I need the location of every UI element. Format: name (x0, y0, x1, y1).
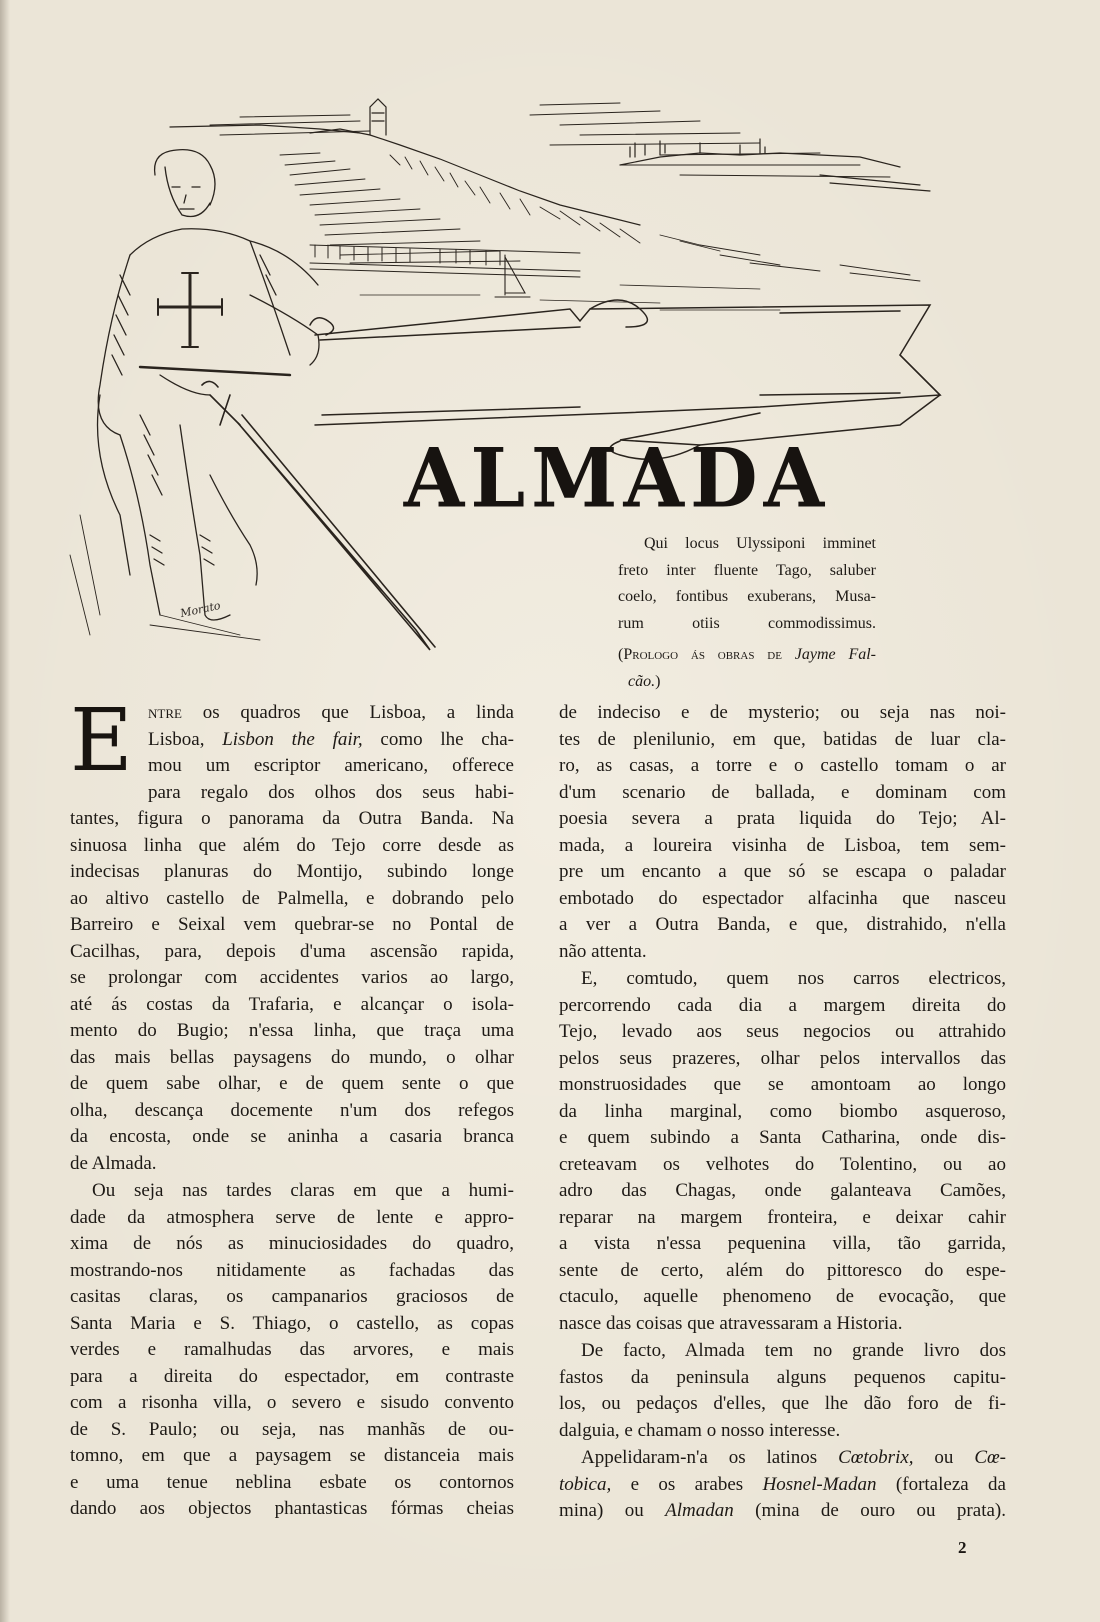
text-line (70, 727, 514, 754)
text-line: poesia severa a prata liquida do Tejo; Al- (559, 808, 1006, 829)
text-line (559, 1498, 1006, 1525)
text-line: mada, a loureira visinha de Lisboa, tem sem- (559, 834, 1006, 856)
text-line: não attenta. (559, 940, 647, 962)
text-line: mento do Bugio; n'essa linha, que traça uma (70, 1020, 514, 1041)
epigraph-source-author-end: cão. (628, 672, 656, 690)
waterfront-houses (310, 245, 580, 277)
lead-word: ntre (148, 702, 182, 723)
text-line: a vista n'essa pequenina villa, tão garrida, (559, 1233, 1006, 1254)
text-fragment: mina) ou (559, 1500, 666, 1521)
text-line: olha, descança docemente n'um dos refegos (70, 1099, 514, 1121)
text-line: pelos seus prazeres, olhar pelos intervallos das (559, 1047, 1006, 1069)
text-line: de quem sabe olhar, e de quem sente o que (70, 1073, 514, 1094)
knight-figure (98, 150, 320, 620)
text-line: de indeciso e de mysterio; ou seja nas noi- (559, 702, 1006, 723)
text-line (70, 700, 514, 727)
italic-phrase: tobica, (559, 1473, 612, 1495)
text-line: d'um scenario de ballada, e dominam com (559, 781, 1006, 803)
epigraph-source-author: Jayme Fal- (794, 646, 876, 663)
text-line: pre um encanto a que só se escapa o paladar (559, 861, 1006, 882)
left-column (70, 691, 514, 1523)
epigraph (618, 531, 876, 695)
text-line: los, ou pedaços d'elles, que lhe dão foro de fi- (559, 1393, 1006, 1414)
artist-signature: Morato (179, 598, 222, 621)
text-fragment: (fortaleza da (876, 1473, 1006, 1495)
text-line: mou um escriptor americano, offerece (148, 755, 514, 776)
text-line: Ou seja nas tardes claras em que a humi- (92, 1180, 514, 1201)
text-fragment: Lisboa, (148, 728, 223, 750)
text-line: ao altivo castello de Palmella, e dobrando pelo (70, 887, 514, 909)
epigraph-line: freto inter fluente Tago, saluber (618, 561, 876, 579)
text-line: Tejo, levado aos seus negocios ou attrahido (559, 1021, 1006, 1042)
text-line: ctaculo, aquelle phenomeno de evocação, que (559, 1286, 1006, 1307)
text-line: até ás costas da Trafaria, e alcançar o isola- (70, 993, 514, 1015)
text-line: para regalo dos olhos dos seus habi- (148, 781, 514, 803)
text-line: E, comtudo, quem nos carros electricos, (581, 968, 1006, 989)
right-column (559, 700, 1006, 1525)
text-line: de S. Paulo; ou seja, nas manhãs de ou- (70, 1418, 514, 1440)
text-line: para a direita do espectador, em contraste (70, 1365, 514, 1387)
text-line: sinuosa linha que além do Tejo corre desde as (70, 834, 514, 856)
text-line: dalguia, e chamam o nosso interesse. (559, 1419, 841, 1441)
text-line: casitas claras, os campanarios graciosos de (70, 1286, 514, 1307)
text-line: Santa Maria e S. Thiago, o castello, as copas (70, 1312, 514, 1334)
text-fragment: ou (913, 1447, 975, 1468)
italic-phrase: Cœ- (974, 1447, 1006, 1468)
text-line: Cacilhas, para, depois d'uma ascensão rapida, (70, 940, 514, 962)
text-line: ro, as casas, a torre e o castello tomam o ar (559, 755, 1006, 776)
text-line: verdes e ramalhudas das arvores, e mais (70, 1339, 514, 1360)
page-number: 2 (958, 1538, 967, 1557)
epigraph-line: coelo, fontibus exuberans, Musa- (618, 588, 876, 605)
italic-phrase: Lisbon the fair, (222, 728, 363, 750)
ground-hatching (70, 515, 260, 640)
text-line: dando aos objectos phantasticas fórmas cheias (70, 1498, 514, 1519)
text-fragment: como lhe cha- (362, 728, 514, 750)
text-line: creteavam os velhotes do Tolentino, ou ao (559, 1153, 1006, 1175)
text-line: Barreiro e Seixal vem quebrar-se no Pontal de (70, 914, 514, 935)
epigraph-source (618, 642, 876, 669)
sky-hatching (210, 103, 890, 177)
text-line: se prolongar com accidentes varios ao largo, (70, 967, 514, 988)
epigraph-source-close: ) (655, 672, 661, 690)
text-line: monstruosidades que se amontoam ao longo (559, 1074, 1006, 1095)
text-line: e uma tenue neblina esbate os contornos (70, 1471, 514, 1493)
text-line: embotado do espectador alfacinha que nasceu (559, 887, 1006, 909)
text-line: fastos da peninsula alguns pequenos capitu- (559, 1366, 1006, 1388)
text-line: e quem subindo a Santa Catharina, onde dis- (559, 1127, 1006, 1148)
text-line (559, 1472, 1006, 1499)
text-line: da encosta, onde se aninha a casaria branca (70, 1126, 514, 1147)
italic-phrase: Almadan (665, 1500, 734, 1521)
drop-cap: E (70, 691, 133, 791)
text-line: dade da atmosphera serve de lente e appro- (70, 1206, 514, 1228)
text-line: indecisas planuras do Montijo, subindo longe (70, 861, 514, 882)
text-line: nasce das coisas que atravessaram a Historia. (559, 1312, 903, 1334)
castle-hill (170, 99, 640, 225)
text-fragment: e os arabes (611, 1473, 763, 1495)
text-line: a ver a Outra Banda, e que, distrahido, n'ella (559, 914, 1006, 935)
epigraph-source-cont (618, 669, 876, 696)
italic-phrase: Cœtobrix, (838, 1447, 914, 1468)
text-fragment: os quadros que Lisboa, a linda (181, 702, 514, 723)
text-line: tes de plenilunio, em que, batidas de luar cla- (559, 728, 1006, 750)
page-edge-shadow (0, 0, 10, 1622)
text-line: percorrendo cada dia a margem direita do (559, 994, 1006, 1016)
text-line: das mais bellas paysagens do mundo, o olhar (70, 1046, 514, 1068)
text-fragment: Appelidaram-n'a os latinos (581, 1447, 839, 1468)
text-line: mostrando-nos nitidamente as fachadas das (70, 1259, 514, 1281)
text-line: tantes, figura o panorama da Outra Banda. Na (70, 808, 514, 829)
text-line: com a risonha villa, o severo e sisudo convento (70, 1392, 514, 1413)
article-title: ALMADA (403, 430, 831, 526)
text-line: De facto, Almada tem no grande livro dos (581, 1340, 1006, 1361)
italic-phrase: Hosnel-Madan (762, 1473, 877, 1495)
river-water (360, 285, 780, 310)
epigraph-source-prefix: (Prologo ás obras de (618, 646, 795, 663)
text-line: adro das Chagas, onde galanteava Camões, (559, 1180, 1006, 1201)
text-line: sente de certo, além do pittoresco do espe- (559, 1259, 1006, 1281)
epigraph-line: rum otiis commodissimus. (618, 614, 876, 632)
text-line: de Almada. (70, 1152, 157, 1174)
text-line: reparar na margem fronteira, e deixar cahir (559, 1206, 1006, 1228)
text-line: xima de nós as minuciosidades do quadro, (70, 1233, 514, 1254)
text-line (559, 1445, 1006, 1472)
text-fragment: (mina de ouro ou prata). (733, 1500, 1006, 1521)
epigraph-line: Qui locus Ulyssiponi imminet (644, 535, 876, 552)
town-hatching (280, 153, 920, 281)
text-line: tomno, em que a paysagem se distanceia mais (70, 1445, 514, 1466)
text-line: da linha marginal, como biombo asqueroso, (559, 1100, 1006, 1122)
